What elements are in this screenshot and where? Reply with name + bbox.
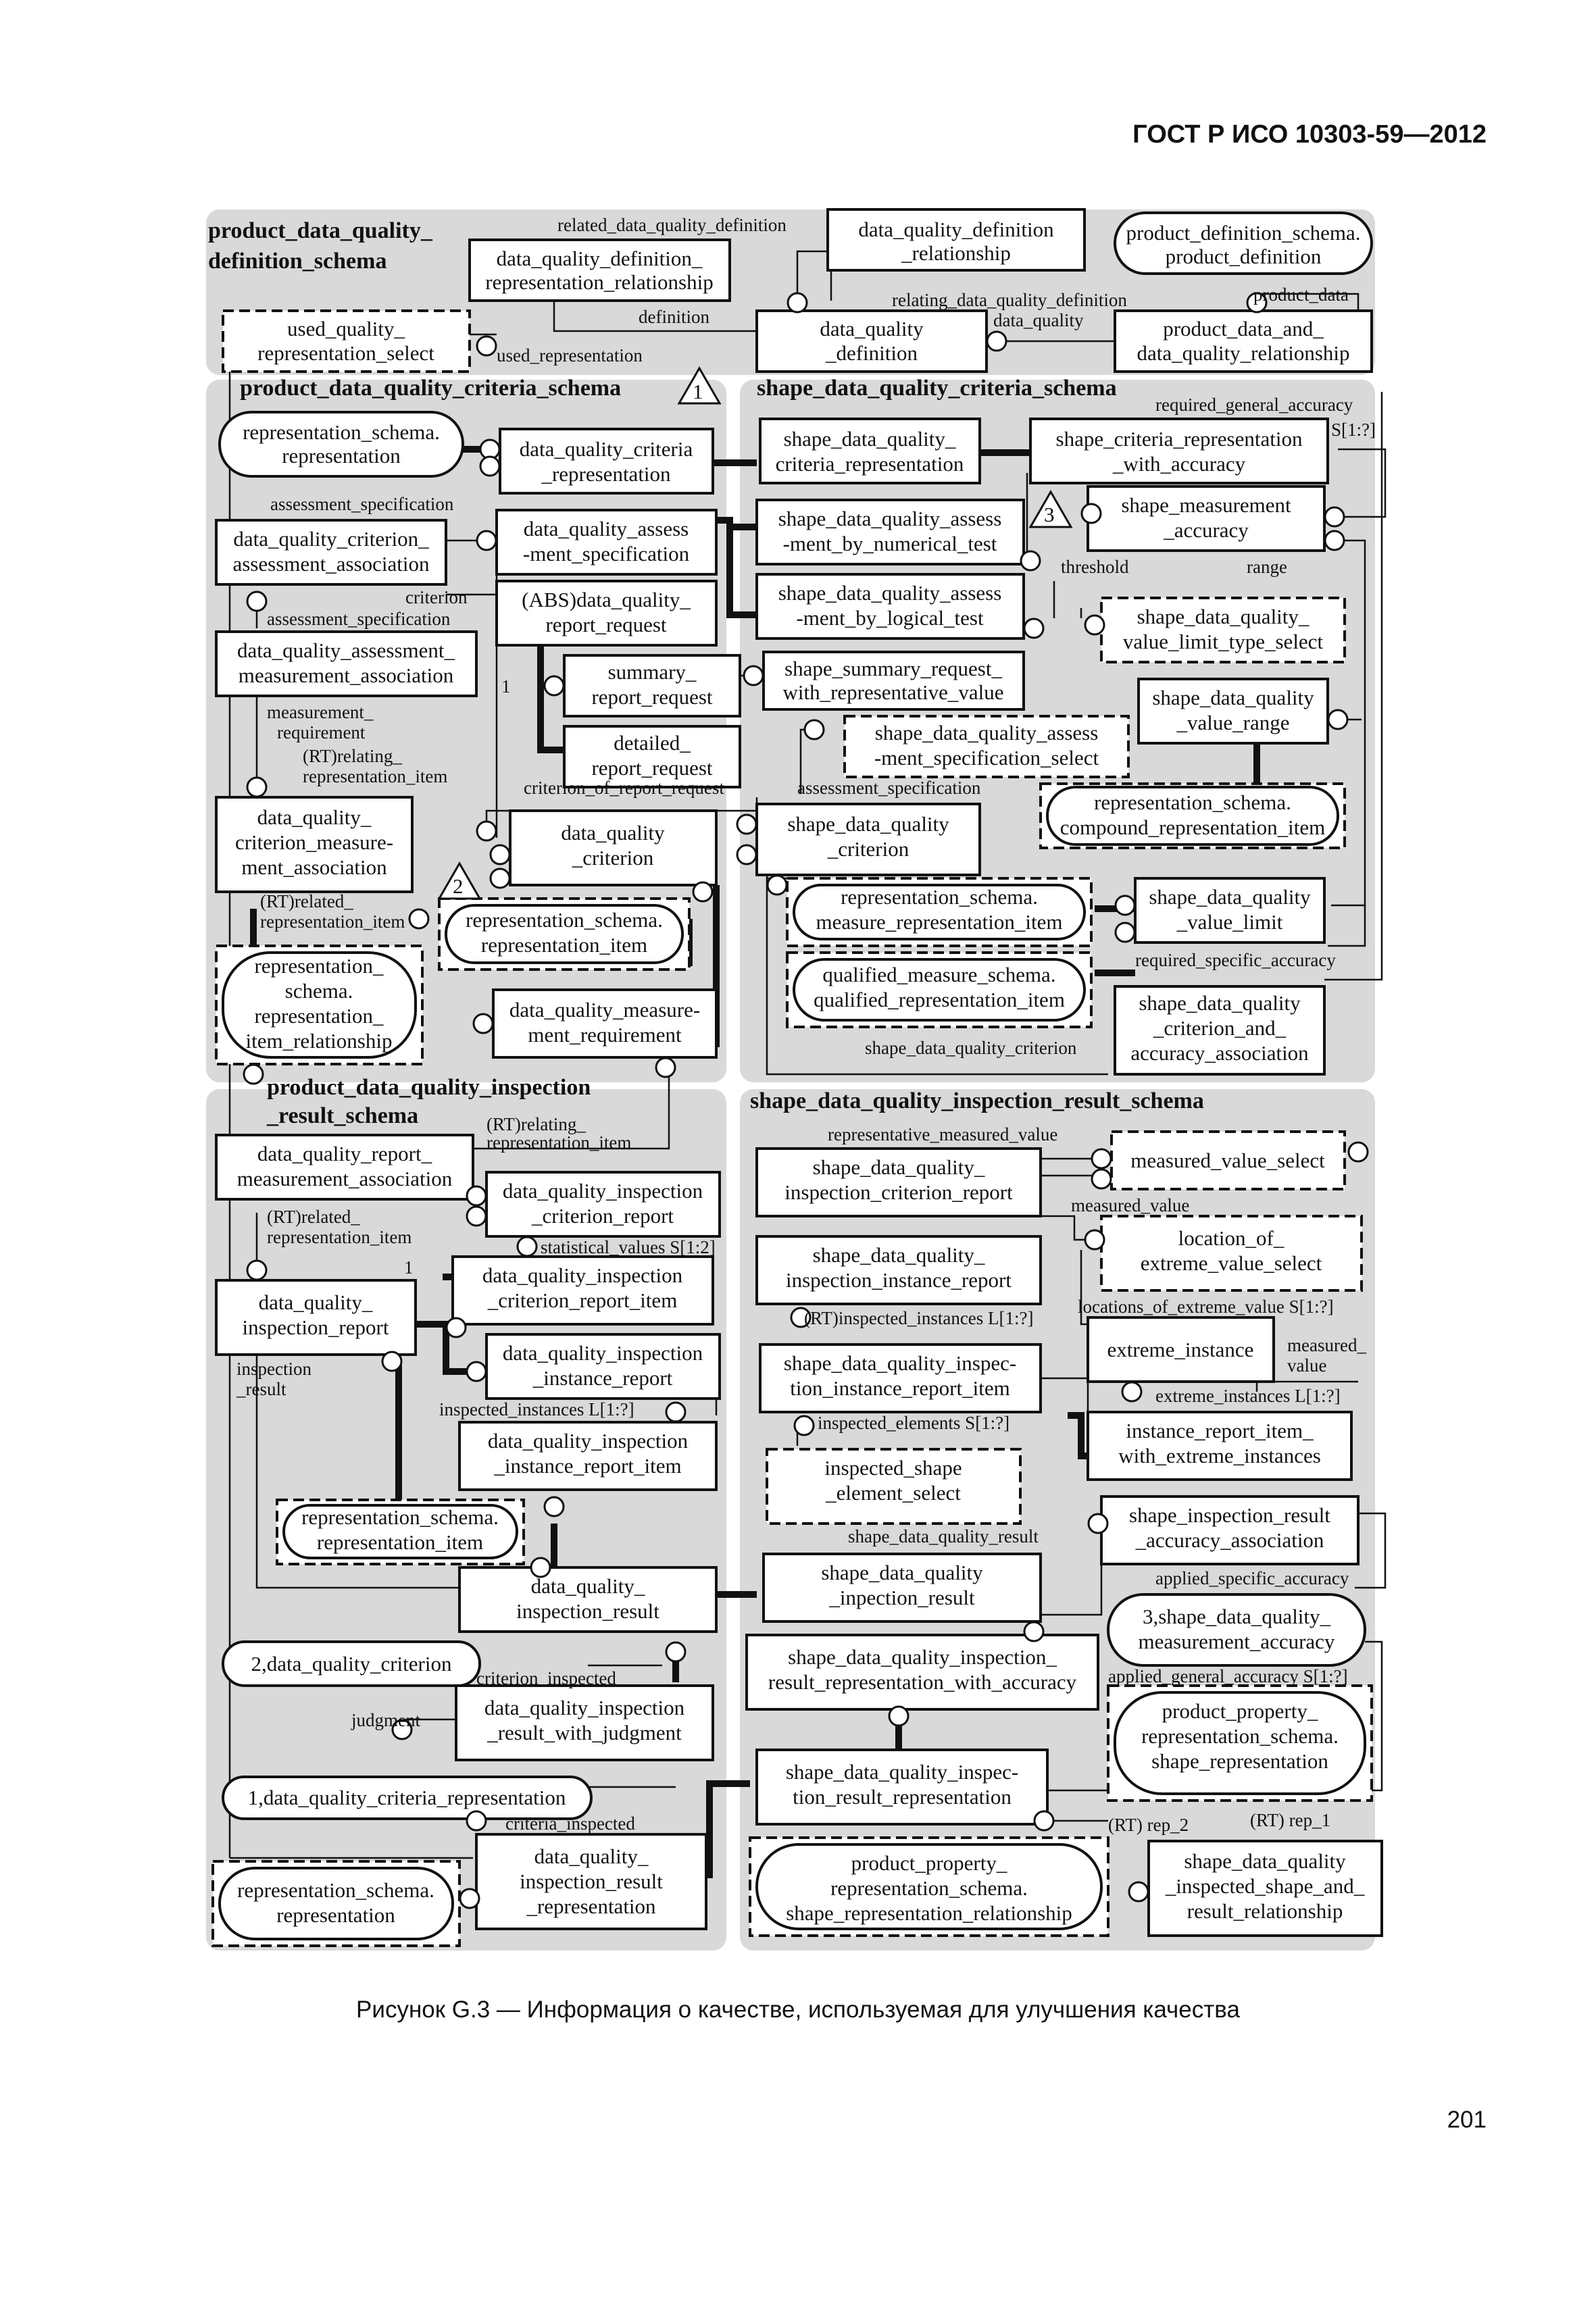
label-sdq-iiri-1: shape_data_quality_inspec- (783, 1351, 1017, 1375)
attr-l12: criterion (405, 587, 468, 607)
attr-l6: used_representation (497, 345, 643, 366)
label-dq-crit-1: data_quality (561, 821, 665, 845)
label-crr-ref-1: representation_schema. (1094, 790, 1291, 814)
label-dq-mreq-1: data_quality_measure- (509, 998, 701, 1022)
label-loc-sel-2: extreme_value_select (1140, 1251, 1322, 1275)
label-dq-assess-spec-2: -ment_specification (522, 542, 690, 565)
label-qm-ref-2: qualified_representation_item (814, 988, 1065, 1011)
label-pd-and-dq-1: product_data_and_ (1163, 317, 1324, 341)
label-pd-and-dq-2: data_quality_relationship (1137, 341, 1350, 365)
label-ise-sel-1: inspected_shape (824, 1456, 962, 1480)
label-dq-ir-2: inspection_report (242, 1315, 389, 1339)
label-mv-sel: measured_value_select (1130, 1149, 1325, 1172)
attr-l24: shape_data_quality_criterion (865, 1038, 1077, 1058)
attr-l23: required_specific_accuracy (1135, 950, 1336, 970)
label-ssr-1: shape_summary_request_ (784, 657, 1002, 680)
label-sdq-crit-rep-2: criteria_representation (775, 452, 964, 476)
attr-l34: locations_of_extreme_value S[1:?] (1078, 1297, 1334, 1317)
attr-l33: (RT)inspected_instances L[1:?] (804, 1308, 1034, 1328)
marker-3: 3 (1044, 503, 1055, 526)
label-dq-crit-rep-1: data_quality_criteria (519, 437, 693, 461)
attr-l22: representation_item (260, 911, 405, 932)
schema-title-pdq-def-1: product_data_quality_ (208, 218, 432, 243)
attr-l39: extreme_instances L[1:?] (1155, 1386, 1341, 1406)
attr-l26: representation_item (487, 1132, 632, 1153)
attr-l15: measurement_ (267, 702, 374, 722)
schema-title-pdq-def-2: definition_schema (208, 249, 387, 274)
label-summ-2: report_request (591, 685, 713, 709)
label-qm-ref-1: qualified_measure_schema. (822, 963, 1056, 986)
label-loc-sel-1: location_of_ (1178, 1226, 1285, 1250)
label-dq-rm-assoc-1: data_quality_report_ (257, 1142, 432, 1165)
label-used-sel-2: representation_select (257, 341, 434, 365)
label-dq-am-assoc-1: data_quality_assessment_ (237, 638, 455, 662)
label-sdq-crit-2: _criterion (827, 837, 909, 861)
attr-l9: assessment_specification (270, 494, 454, 514)
attr-l40: inspected_instances L[1:?] (439, 1399, 634, 1419)
attr-l29: representation_item (267, 1227, 412, 1247)
label-rep-ref1-2: representation (282, 444, 401, 468)
label-dq-rm-assoc-2: measurement_association (236, 1167, 453, 1190)
label-pd-ref-2: product_definition (1165, 245, 1322, 268)
label-sdq-logic-1: shape_data_quality_assess (778, 581, 1002, 605)
label-sdq-vl-2: _value_limit (1176, 910, 1283, 934)
attr-l41: inspected_elements S[1:?] (818, 1413, 1010, 1433)
label-sdq-vr-1: shape_data_quality (1152, 686, 1314, 709)
marker-2: 2 (453, 874, 464, 898)
attr-l17: (RT)relating_ (303, 746, 402, 766)
label-rep-ref2-1: representation_schema. (237, 1878, 434, 1902)
label-dq-cm-assoc-3: ment_association (241, 855, 387, 879)
label-rir-ref-3: representation_ (254, 1004, 384, 1028)
attr-l27: representative_measured_value (828, 1124, 1058, 1145)
label-det-1: detailed_ (614, 731, 691, 755)
label-pprsr-ref-1: product_property_ (851, 1851, 1007, 1875)
label-sdq-logic-2: -ment_by_logical_test (796, 606, 984, 630)
label-dq-irj-2: _result_with_judgment (487, 1721, 682, 1744)
label-ri-ref-1: representation_schema. (466, 908, 663, 932)
label-dq-irj-1: data_quality_inspection (484, 1696, 685, 1719)
label-sdq-caa-2: _criterion_and_ (1153, 1016, 1287, 1040)
attr-l46: judgment (351, 1710, 420, 1730)
label-sir-aa-1: shape_inspection_result (1129, 1503, 1330, 1527)
attr-l7: required_general_accuracy (1155, 395, 1353, 415)
label-dq-iresult-1: data_quality_ (530, 1574, 645, 1598)
figure-caption: Рисунок G.3 — Информация о качестве, используемая для улучшения качества (356, 1996, 1240, 2023)
label-dq-irr-2: inspection_result (520, 1869, 663, 1893)
attr-l47: criteria_inspected (505, 1813, 635, 1834)
label-sdq-vlt-2: value_limit_type_select (1122, 630, 1324, 653)
label-ri-ref2-1: representation_schema. (301, 1505, 499, 1529)
attr-l45: applied_general_accuracy S[1:?] (1108, 1666, 1348, 1686)
label-sdq-irr-1: shape_data_quality_inspec- (785, 1760, 1019, 1784)
label-sm-acc-2: _accuracy (1164, 518, 1249, 542)
label-sdq-num-2: -ment_by_numerical_test (782, 532, 997, 555)
page-number: 201 (1447, 2107, 1487, 2133)
document-header: ГОСТ Р ИСО 10303-59—2012 (1132, 120, 1487, 149)
label-sdq-iresult-1: shape_data_quality (821, 1561, 983, 1584)
attr-l32: 1 (404, 1257, 414, 1278)
label-pd-ref-1: product_definition_schema. (1126, 221, 1361, 245)
label-dq-iresult-2: inspection_result (516, 1599, 659, 1623)
attr-l5: data_quality (993, 310, 1084, 330)
label-sdq-caa-1: shape_data_quality (1139, 991, 1301, 1015)
schema-title-pdq-insp-1: product_data_quality_inspection (267, 1075, 591, 1100)
label-sdq-num-1: shape_data_quality_assess (778, 507, 1002, 530)
label-dq-irr-3: _representation (526, 1894, 656, 1918)
label-ri-ref-2: representation_item (480, 933, 648, 957)
label-mri-ref-1: representation_schema. (841, 885, 1038, 909)
attr-l20: assessment_specification (797, 778, 981, 798)
label-dq-am-assoc-2: measurement_association (238, 663, 454, 687)
label-sdq-as-sel-1: shape_data_quality_assess (874, 721, 1099, 745)
attr-l30: measured_value (1071, 1195, 1190, 1215)
attr-l35: inspection (236, 1359, 311, 1379)
schema-title-sdq-criteria: shape_data_quality_criteria_schema (757, 376, 1117, 401)
label-rep-ref2-2: representation (276, 1903, 395, 1927)
label-sdq-iiri-2: tion_instance_report_item (790, 1376, 1010, 1400)
label-dq-crit-aa-1: data_quality_criterion_ (233, 527, 429, 551)
label-dq-icri-2: _criterion_report_item (487, 1288, 678, 1312)
label-sdq-irra-2: result_representation_with_accuracy (768, 1670, 1077, 1694)
label-dq-def-2: _definition (825, 341, 918, 365)
label-dqcr-ref: 1,data_quality_criteria_representation (247, 1786, 566, 1809)
label-dq-icri-1: data_quality_inspection (482, 1263, 683, 1287)
attr-l25: (RT)relating_ (487, 1114, 586, 1134)
label-sdq-irr-2: tion_result_representation (793, 1785, 1012, 1809)
label-ppsr-ref-2: representation_schema. (1141, 1724, 1339, 1748)
attr-l43: applied_specific_accuracy (1155, 1568, 1349, 1588)
attr-l10: threshold (1061, 557, 1129, 577)
label-dq-iiri-2: _instance_report_item (494, 1454, 682, 1478)
attr-l28: (RT)related_ (267, 1207, 360, 1227)
attr-l14: 1 (501, 676, 511, 697)
label-ppsr-ref-1: product_property_ (1162, 1699, 1318, 1723)
label-sdq-icr-2: inspection_criterion_report (784, 1180, 1013, 1204)
label-abs-req-2: report_request (545, 613, 667, 636)
attr-l18: representation_item (303, 766, 448, 786)
label-rep-ref1-1: representation_schema. (243, 420, 440, 444)
label-ext-inst: extreme_instance (1107, 1338, 1254, 1361)
attr-l13: assessment_specification (267, 609, 451, 629)
label-sdq-vr-2: _value_range (1176, 711, 1290, 734)
label-dq-icr-2: _criterion_report (531, 1204, 674, 1228)
label-dq-cm-assoc-1: data_quality_ (257, 805, 372, 829)
label-dq-assess-spec-1: data_quality_assess (523, 517, 689, 540)
label-pprsr-ref-3: shape_representation_relationship (786, 1901, 1072, 1925)
label-dqd-rel-1: data_quality_definition (858, 218, 1054, 241)
label-dq-icr-1: data_quality_inspection (502, 1179, 703, 1203)
attr-l3: product_data (1253, 284, 1349, 305)
label-smacc-ref-2: measurement_accuracy (1138, 1630, 1335, 1653)
label-sdq-isr-3: result_relationship (1187, 1899, 1343, 1923)
label-scr-acc-1: shape_criteria_representation (1055, 427, 1303, 451)
label-mri-ref-2: measure_representation_item (816, 910, 1063, 934)
label-sdq-crit-rep-1: shape_data_quality_ (783, 427, 956, 451)
attr-l16: requirement (277, 722, 366, 743)
attr-l44: criterion_inspected (476, 1668, 616, 1688)
label-abs-req-1: (ABS)data_quality_ (522, 588, 691, 611)
label-sdq-crit-1: shape_data_quality (787, 812, 949, 836)
schema-title-pdq-criteria: product_data_quality_criteria_schema (240, 376, 622, 401)
label-dqd-rep-rel-2: representation_relationship (485, 270, 714, 294)
attr-l4: definition (639, 307, 709, 327)
label-rir-ref-2: schema. (284, 979, 353, 1003)
marker-1: 1 (693, 380, 703, 403)
label-dq-iiri-1: data_quality_inspection (487, 1429, 689, 1453)
label-sir-aa-2: _accuracy_association (1135, 1528, 1324, 1552)
attr-l19: criterion_of_report_request (524, 778, 724, 798)
label-dq-crit-rep-2: _representation (541, 462, 671, 486)
attr-l1: related_data_quality_definition (557, 215, 787, 235)
label-ri-ref2-2: representation_item (316, 1530, 484, 1554)
label-sdq-irra-1: shape_data_quality_inspection_ (788, 1645, 1057, 1669)
label-dq-iinr-2: _instance_report (532, 1366, 673, 1390)
label-ise-sel-2: _element_select (826, 1481, 961, 1505)
attr-l2: relating_data_quality_definition (892, 290, 1127, 310)
label-pprsr-ref-2: representation_schema. (830, 1876, 1028, 1900)
label-irx-2: with_extreme_instances (1118, 1444, 1321, 1467)
label-sm-acc-1: shape_measurement (1121, 493, 1291, 517)
label-used-sel-1: used_quality_ (287, 317, 405, 341)
label-sdq-iir-2: inspection_instance_report (785, 1268, 1012, 1292)
label-dq-crit-aa-2: assessment_association (232, 552, 430, 576)
attr-l31: statistical_values S[1:2] (541, 1237, 716, 1257)
label-dqd-rep-rel-1: data_quality_definition_ (496, 247, 703, 270)
label-ppsr-ref-3: shape_representation (1151, 1749, 1328, 1773)
attr-l38: value (1287, 1355, 1327, 1376)
label-scr-acc-2: _with_accuracy (1112, 452, 1246, 476)
attr-l36: _result (236, 1379, 286, 1399)
label-sdq-iir-1: shape_data_quality_ (812, 1243, 985, 1267)
label-crr-ref-2: compound_representation_item (1059, 815, 1326, 839)
label-sdq-as-sel-2: -ment_specification_select (874, 746, 1099, 770)
attr-l37: measured_ (1287, 1335, 1366, 1355)
schema-title-sdq-insp: shape_data_quality_inspection_result_schema (750, 1088, 1204, 1113)
label-sdq-vlt-1: shape_data_quality_ (1137, 605, 1310, 628)
label-irx-1: instance_report_item_ (1126, 1419, 1314, 1442)
label-det-2: report_request (591, 756, 713, 780)
label-sdq-icr-1: shape_data_quality_ (812, 1155, 985, 1179)
attr-l48: (RT) rep_2 (1108, 1815, 1189, 1835)
label-sdq-isr-1: shape_data_quality (1184, 1849, 1346, 1873)
attr-l8: S[1:?] (1331, 420, 1376, 440)
label-sdq-vl-1: shape_data_quality (1149, 885, 1311, 909)
label-rir-ref-1: representation_ (254, 954, 384, 978)
label-dqc-ref: 2,data_quality_criterion (251, 1652, 452, 1676)
label-dq-irr-1: data_quality_ (534, 1844, 649, 1868)
attr-l49: (RT) rep_1 (1250, 1810, 1331, 1830)
label-sdq-isr-2: _inspected_shape_and_ (1165, 1874, 1365, 1898)
label-dq-iinr-1: data_quality_inspection (502, 1341, 703, 1365)
label-sdq-caa-3: accuracy_association (1130, 1041, 1309, 1065)
schema-title-pdq-insp-2: _result_schema (267, 1103, 419, 1128)
attr-l42: shape_data_quality_result (848, 1526, 1039, 1546)
label-summ-1: summary_ (607, 660, 697, 684)
label-dq-crit-2: _criterion (572, 846, 654, 870)
label-sdq-iresult-2: _inpection_result (829, 1586, 975, 1609)
label-dq-def-1: data_quality (820, 317, 924, 341)
label-dq-mreq-2: ment_requirement (528, 1023, 682, 1047)
label-smacc-ref-1: 3,shape_data_quality_ (1142, 1605, 1331, 1628)
label-ssr-2: with_representative_value (782, 680, 1004, 704)
attr-l11: range (1247, 557, 1287, 577)
label-dq-cm-assoc-2: criterion_measure- (234, 830, 394, 854)
attr-l21: (RT)related_ (260, 891, 353, 911)
label-rir-ref-4: item_relationship (245, 1029, 393, 1053)
label-dq-ir-1: data_quality_ (258, 1290, 373, 1314)
label-dqd-rel-2: _relationship (901, 241, 1011, 265)
